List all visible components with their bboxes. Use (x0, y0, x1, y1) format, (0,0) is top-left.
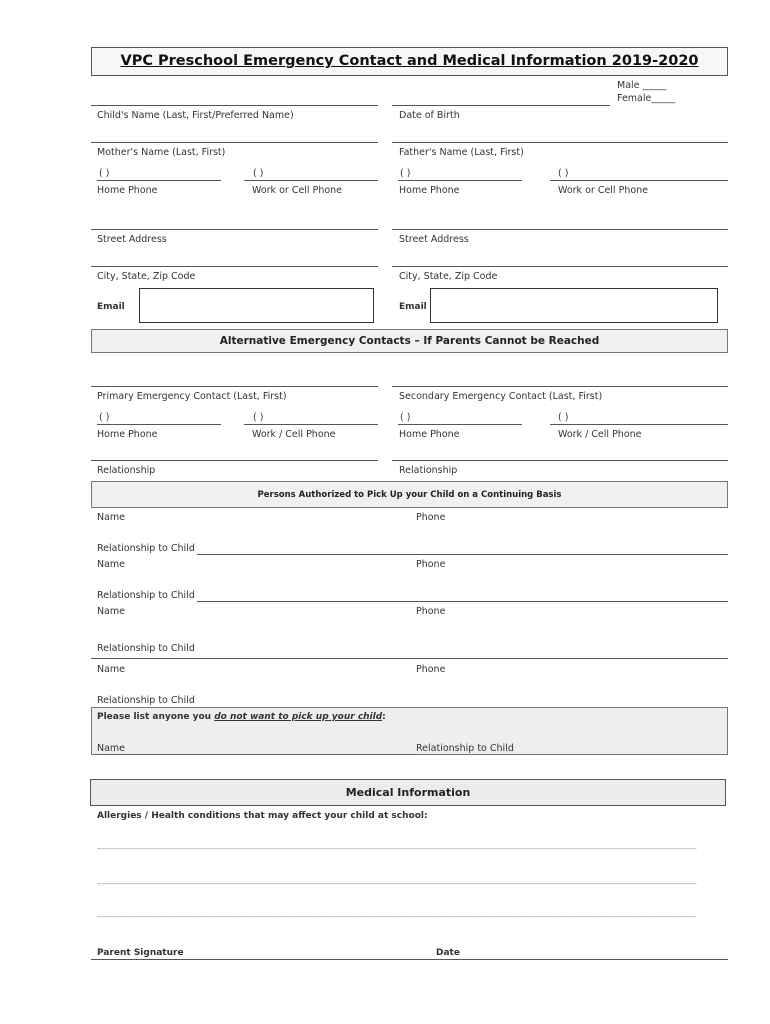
primary-home-phone-paren: ( ) (99, 412, 110, 423)
primary-work-phone-paren: ( ) (253, 412, 264, 423)
secondary-contact-line[interactable] (392, 386, 728, 387)
pickup-3-relationship: Relationship to Child (97, 643, 195, 654)
mother-home-phone-paren: ( ) (99, 168, 110, 179)
child-name-label: Child's Name (Last, First/Preferred Name) (97, 110, 294, 121)
primary-contact-line[interactable] (91, 386, 378, 387)
father-work-phone-paren: ( ) (558, 168, 569, 179)
primary-relationship-line[interactable] (91, 460, 378, 461)
alt-contacts-header: Alternative Emergency Contacts – If Parents Cannot be Reached (91, 329, 728, 353)
mother-work-phone-label: Work or Cell Phone (252, 185, 343, 196)
secondary-work-phone-line[interactable] (550, 424, 728, 425)
secondary-contact-label: Secondary Emergency Contact (Last, First) (399, 391, 603, 402)
secondary-work-phone-paren: ( ) (558, 412, 569, 423)
father-city-label: City, State, Zip Code (399, 271, 498, 282)
mother-city-line[interactable] (91, 266, 378, 267)
primary-contact-label: Primary Emergency Contact (Last, First) (97, 391, 287, 402)
pickup-1-name: Name (97, 512, 126, 523)
pickup-2-line[interactable] (197, 601, 728, 602)
pickup-2-name: Name (97, 559, 126, 570)
pickup-4-phone: Phone (416, 664, 446, 675)
father-email-label: Email (399, 302, 427, 312)
page-title: VPC Preschool Emergency Contact and Medical Information 2019-2020 (120, 53, 699, 69)
mother-city-label: City, State, Zip Code (97, 271, 196, 282)
secondary-work-phone-label: Work / Cell Phone (558, 429, 642, 440)
signature-date-label: Date (436, 948, 460, 958)
pickup-1-line[interactable] (197, 554, 728, 555)
father-name-line[interactable] (392, 142, 728, 143)
secondary-home-phone-label: Home Phone (399, 429, 460, 440)
father-home-phone-label: Home Phone (399, 185, 460, 196)
do-not-pickup-line[interactable] (97, 754, 417, 755)
father-home-phone-paren: ( ) (400, 168, 411, 179)
primary-relationship-label: Relationship (97, 465, 156, 476)
mother-email-field[interactable] (139, 288, 374, 323)
secondary-relationship-label: Relationship (399, 465, 458, 476)
secondary-relationship-line[interactable] (392, 460, 728, 461)
allergies-line-2[interactable]: ________________________________________________________________________________________________________________________ (97, 875, 697, 885)
father-street-label: Street Address (399, 234, 469, 245)
primary-home-phone-line[interactable] (97, 424, 221, 425)
allergies-label: Allergies / Health conditions that may affect your child at school: (97, 811, 428, 821)
dob-line[interactable] (392, 105, 610, 106)
pickup-2-phone: Phone (416, 559, 446, 570)
do-not-pickup-relationship: Relationship to Child (416, 743, 514, 754)
title-box (91, 47, 728, 76)
medical-header: Medical Information (90, 779, 726, 806)
father-street-line[interactable] (392, 229, 728, 230)
allergies-line-1[interactable]: ________________________________________________________________________________________________________________________ (97, 840, 697, 850)
mother-home-phone-line[interactable] (97, 180, 221, 181)
pickup-3-phone: Phone (416, 606, 446, 617)
father-home-phone-line[interactable] (398, 180, 522, 181)
pickup-4-name: Name (97, 664, 126, 675)
pickup-3-line[interactable] (91, 658, 728, 659)
male-field[interactable]: Male _____ (617, 80, 667, 91)
primary-work-phone-line[interactable] (244, 424, 378, 425)
mother-email-label: Email (97, 302, 125, 312)
father-name-label: Father's Name (Last, First) (399, 147, 524, 158)
do-not-pickup-label: Please list anyone you do not want to pick up your child: (97, 712, 386, 722)
mother-work-phone-paren: ( ) (253, 168, 264, 179)
father-city-line[interactable] (392, 266, 728, 267)
pickup-2-relationship: Relationship to Child (97, 590, 195, 601)
secondary-home-phone-paren: ( ) (400, 412, 411, 423)
secondary-home-phone-line[interactable] (398, 424, 522, 425)
allergies-line-3[interactable]: ________________________________________________________________________________________________________________________ (97, 908, 697, 918)
pickup-3-name: Name (97, 606, 126, 617)
child-name-line[interactable] (91, 105, 378, 106)
mother-name-line[interactable] (91, 142, 378, 143)
do-not-pickup-name: Name (97, 743, 126, 754)
primary-work-phone-label: Work / Cell Phone (252, 429, 336, 440)
pickup-1-relationship: Relationship to Child (97, 543, 195, 554)
mother-name-label: Mother's Name (Last, First) (97, 147, 226, 158)
mother-work-phone-line[interactable] (244, 180, 378, 181)
mother-home-phone-label: Home Phone (97, 185, 158, 196)
parent-signature-label: Parent Signature (97, 948, 184, 958)
do-not-pickup-box[interactable] (91, 707, 728, 755)
mother-street-label: Street Address (97, 234, 167, 245)
female-field[interactable]: Female_____ (617, 93, 676, 104)
father-email-field[interactable] (430, 288, 718, 323)
father-work-phone-line[interactable] (550, 180, 728, 181)
dob-label: Date of Birth (399, 110, 460, 121)
pickup-4-relationship: Relationship to Child (97, 695, 195, 706)
pickup-header: Persons Authorized to Pick Up your Child on a Continuing Basis (91, 481, 728, 508)
mother-street-line[interactable] (91, 229, 378, 230)
father-work-phone-label: Work or Cell Phone (558, 185, 649, 196)
signature-line[interactable] (91, 959, 728, 960)
primary-home-phone-label: Home Phone (97, 429, 158, 440)
pickup-1-phone: Phone (416, 512, 446, 523)
